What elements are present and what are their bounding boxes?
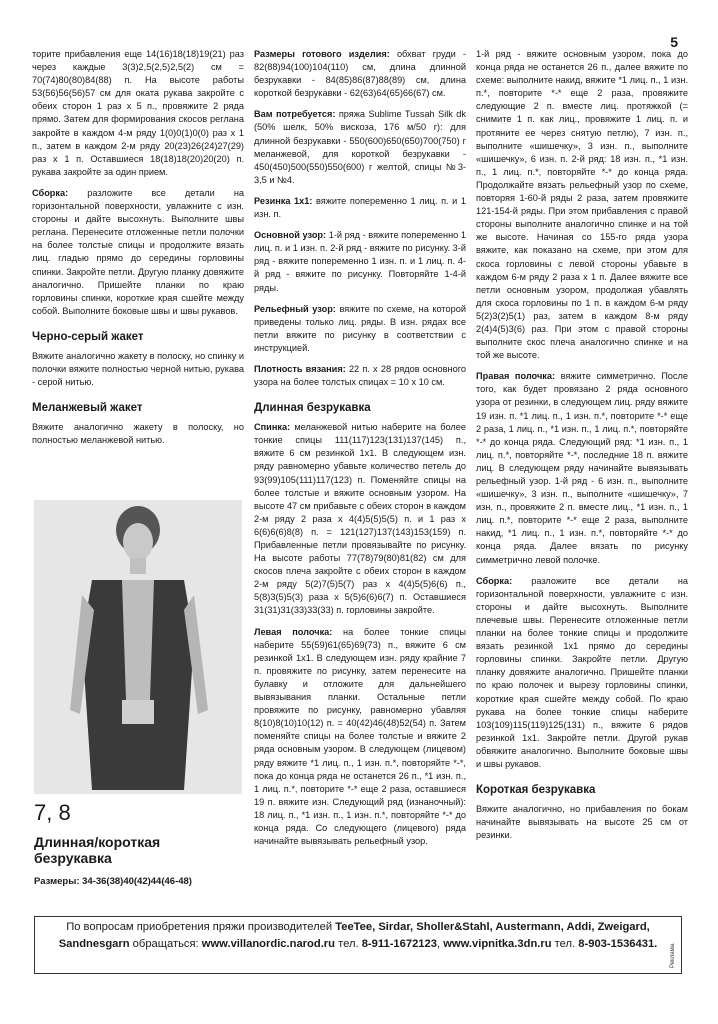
label: Резинка 1х1: xyxy=(254,195,313,206)
paragraph: Вяжите аналогично жакету в полоску, но полностью меланжевой нитью. xyxy=(32,422,244,446)
text: вяжите симметрично. После того, как будет провязано 2 ряда основного узора от резинки, в следующем лиц. ряду вяжите 19 изн. п. *1 лиц. п., 1 изн. п.*, повторите *-* еще 2 раза, 1 лиц. п., *1 изн. п., 1 лиц. п.*, повторяйте *-* до конца ряда. Следующий ряд: *1 изн. п., 1 лиц. п.*, повторяйте *-*, последние 18 п. вяжите лиц. В следующем ряду начинайте вывязывать рельефный узор. 1-й ряд - 6 изн. п., выполните «шишечку», 3 изн. п., выполните «шишечку», 7 изн. п., провяжите 2 п. вместе лиц., *1 изн. п., 1 лиц. п.*, повторите *-* еще 2 раза, выполните накид, *1 лиц. п., 1 изн. п.*, повторяйте *-* до конца ряда. Далее вязать по рисунку симметрично левой полочке. xyxy=(476,371,688,565)
paragraph: Вяжите аналогично жакету в полоску, но спинку и полочки вяжите полностью черной нитью, рукава - серой нитью. xyxy=(32,350,244,388)
ad-text: обращаться: xyxy=(129,938,202,950)
text: разложите все детали на горизонтальной поверхности, увлажните с изн. стороны и дайте высохнуть. Выполните плечевые швы. Перенесите отложенные петли планки на более тонкие спицы и продолжите вязать резинкой 1х1 прямо до середины горловины спинки. Закройте петли. Другую планку довяжите аналогично. Пришейте планки по краю полочек и вырезу горловины спинки, короткие края сшейте между собой. По краю рукава на более тонкие спицы наберите 103(109)115(119)125(131) п., вяжите 6 рядов резинкой 1х1. Закройте петли. Другой рукав обвяжите аналогично. Выполните боковые швы и швы рукавов. xyxy=(476,575,688,769)
paragraph: Вяжите аналогично, но прибавления по бокам начинайте вывязывать на высоте 25 см от резинки. xyxy=(476,804,688,841)
paragraph xyxy=(254,421,466,617)
label: Правая полочка: xyxy=(476,371,556,382)
label: Вам потребуется: xyxy=(254,109,336,120)
text: 22 п. х 28 рядов основного узора на более толстых спицах = 10 х 10 см. xyxy=(254,363,466,388)
ad-text: , xyxy=(436,938,444,950)
website-link[interactable]: www.villanordic.narod.ru xyxy=(201,938,335,950)
text: на более тонкие спицы наберите 55(59)61(65)69(73) п., вяжите 6 см резинкой 1х1. В следующем изн. ряду крайние 7 п. провяжите по рисунку, затем перенесите на булавку и отложите для дальнейшего вывязывания планки. Остальные петли провяжите по рисунку, равномерно убавляя 8(10)8(10)10(12) п. = 40(42)46(48)52(54) п. Затем поменяйте спицы на более толстые и вяжите 2 ряда основным узором. В следующем (лицевом) ряду вяжите *1 лиц. п., 1 изн. п.*, повторяйте *-*, пока до конца ряда не останется 26 п., *1 изн. п., 1 лиц. п.*, повторите *-* еще 2 раза, оставшиеся 19 п. вяжите изн. Следующий ряд (изнаночный): 18 лиц. п., *1 изн. п., 1 изн. п.*, повторяйте *-* до конца ряда. Со следующего (лицевого) ряда начинайте вывязывать рельефный узор. xyxy=(254,626,466,847)
model-caption xyxy=(34,800,246,887)
text: разложите все детали на горизонтальной поверхности, увлажните с изн. стороны и дайте высохнуть. Выполните швы реглана. Перенесите отложенные петли полочки на более толстые спицы и продолжите вязать лиц. гладью прямо до середины горловины спинки. Закройте петли. Другую планку довяжите аналогично. Пришейте планки по краю горловины спинки, короткие края сшейте между собой. Выполните боковые швы и швы рукавов. xyxy=(32,187,244,316)
page-number: 5 xyxy=(670,34,678,50)
website-link[interactable]: www.vipnitka.3dn.ru xyxy=(443,938,552,950)
title-line: Длинная/короткая xyxy=(34,834,161,850)
section-heading: Длинная безрукавка xyxy=(254,402,371,415)
paragraph: торите прибавления еще 14(16)18(18)19(21) раз через каждые 3(3)2,5(2,5)2,5(2) см = 70(74)80(80)84(88) п. На высоте работы 53(56)56(56)57 см для оката рукава закройте с обеих сторон 1 раз х 5 п., провяжите 2 ряда прямо. Затем для формирования скосов реглана закройте в каждом 4-м ряду 1(0)0(1)0(0) раз х 1 п., затем в каждом 2-м ряду 20(23)26(24)27(29) раз х 1 п. Оставшиеся 18(18)18(20)20(20) п. рукава закройте за один прием. xyxy=(32,49,244,177)
ad-text: тел. xyxy=(335,938,362,950)
label: Левая полочка: xyxy=(254,626,333,637)
column-left xyxy=(32,48,244,455)
label: Сборка: xyxy=(476,575,513,586)
paragraph xyxy=(32,187,244,318)
advert-label: Реклама. xyxy=(670,942,676,968)
paragraph xyxy=(254,626,466,849)
paragraph xyxy=(254,229,466,294)
paragraph xyxy=(476,370,688,566)
label: Сборка: xyxy=(32,187,69,198)
title-line: безрукавка xyxy=(34,850,112,866)
model-photo xyxy=(34,500,242,794)
paragraph xyxy=(254,303,466,355)
model-sizes: Размеры: 34-36(38)40(42)44(46-48) xyxy=(34,876,192,887)
brand-list: TeeTee, Sirdar, Sholler&Stahl, Austermann, Addi, Zweigard, Sandnesgarn xyxy=(58,921,650,950)
text: обхват груди - 82(88)94(100)104(110) см, длина длинной безрукавки - 84(85)86(87)88(89) см, длина короткой безрукавки - 62(63)64(65)66(67) см. xyxy=(254,49,466,99)
ad-text: По вопросам приобретения пряжи производителей xyxy=(66,921,336,933)
label: Плотность вязания: xyxy=(254,363,346,374)
section-heading: Меланжевый жакет xyxy=(32,402,143,415)
text: вяжите по схеме, на которой приведены только лиц. ряды. В изн. рядах все петли вяжите по рисунку в соответствии с инструкцией. xyxy=(254,303,466,353)
model-number: 7, 8 xyxy=(34,800,71,825)
text: пряжа Sublime Tussah Silk dk (50% шелк, 50% вискоза, 176 м/50 г): для длинной безрукавки - 550(600)650(650)700(750) г меланжевой, для короткой безрукавки - 450(450)500(550)550(600) г желтой, спицы №3-3,5 и №4. xyxy=(254,109,466,185)
paragraph xyxy=(254,363,466,389)
phone-number: 8-903-1536431. xyxy=(578,938,658,950)
paragraph: 1-й ряд - вяжите основным узором, пока до конца ряда не останется 26 п., далее вяжите по схеме: выполните накид, вяжите *1 лиц. п., 1 изн. п.*, повторите *-* еще 2 раза, провяжите следующие 2 п. вместе лиц. протяжкой (= снимите 1 п. как лиц., провяжите 1 лиц. п. и протяните ее через снятую петлю), 7 изн. п., выполните «шишечку», 3 изн. п., выполните «шишечку», 6 изн. п. 2-й ряд: 18 изн. п., *1 изн. п., 1 лиц. п.*, повторяйте *-* до конца ряда. Продолжайте вязать рельефный узор по схеме, повторяя 1-60-й ряды 2 раза, затем провяжите 121-154-й ряды. При этом прибавления с правой стороны выполните аналогично спинке и на той же высоте. Начиная со 155-го ряда узора вяжите, как показано на схеме, при этом для скоса горловины с левой стороны убавьте в каждом 6-м ряду 2 раза х 1 п. Далее вяжите все петли основным узором, продолжая убавлять для скоса горловины по 1 п. в каждом 6-м ряду 5(2)3(2)5(1) раз, затем в каждом 8-м ряду 2(4)4(5)3(6) раз. При этом с правой стороны выполните скос плеча аналогично спинке и на той же высоте. xyxy=(476,49,688,361)
column-middle xyxy=(254,48,466,856)
paragraph xyxy=(254,195,466,221)
label: Размеры готового изделия: xyxy=(254,49,390,59)
model-title xyxy=(34,834,246,866)
text: 1-й ряд - вяжите попеременно 1 лиц. п. и 1 изн. п. 2-й ряд - вяжите по рисунку. 3-й ряд - вяжите попеременно 1 изн. п. и 1 лиц. п. 4-й ряд - вяжите по рисунку. Повторяйте 1-4-й ряды. xyxy=(254,230,466,293)
section-heading: Короткая безрукавка xyxy=(476,784,596,797)
section-heading: Черно-серый жакет xyxy=(32,330,144,343)
model-photo-image xyxy=(34,500,242,794)
paragraph xyxy=(254,48,466,100)
column-right xyxy=(476,48,688,850)
paragraph xyxy=(476,575,688,771)
paragraph xyxy=(254,108,466,187)
label: Спинка: xyxy=(254,422,291,433)
ad-text: тел. xyxy=(551,938,579,950)
label: Основной узор: xyxy=(254,230,327,241)
text: меланжевой нитью наберите на более тонкие спицы 111(117)123(131)137(145) п., вяжите 6 см резинкой 1х1. В следующем изн. ряду равномерно убавьте количество петель до 93(99)105(111)117(123) п. Поменяйте спицы на более толстые и вяжите основным узором. На высоте 47 см прибавьте с обеих сторон в каждом 2-м ряду 2 раза х 4(4)5(5)5(5) п. и 1 раз х 6(6)6(6)8(8) п. = 121(127)137(143)153(159) п. Прибавленные петли провязывайте по рисунку. На высоте работы 77(78)79(80)81(82) см для скосов плеча закройте с обеих сторон в каждом 2-м ряду 5(2)7(5)5(7) раз х 4(4)5(5)6(6) п., 5(8)3(5)5(3) раза х 5(5)6(6)6(7) п. Оставшиеся 31(31)31(33)33(33) п. горловины закройте. xyxy=(254,422,466,616)
phone-number: 8-911-1672123 xyxy=(361,938,437,950)
text: вяжите попеременно 1 лиц. п. и 1 изн. п. xyxy=(254,195,467,220)
label: Рельефный узор: xyxy=(254,303,336,314)
yarn-ad-box xyxy=(34,916,682,974)
